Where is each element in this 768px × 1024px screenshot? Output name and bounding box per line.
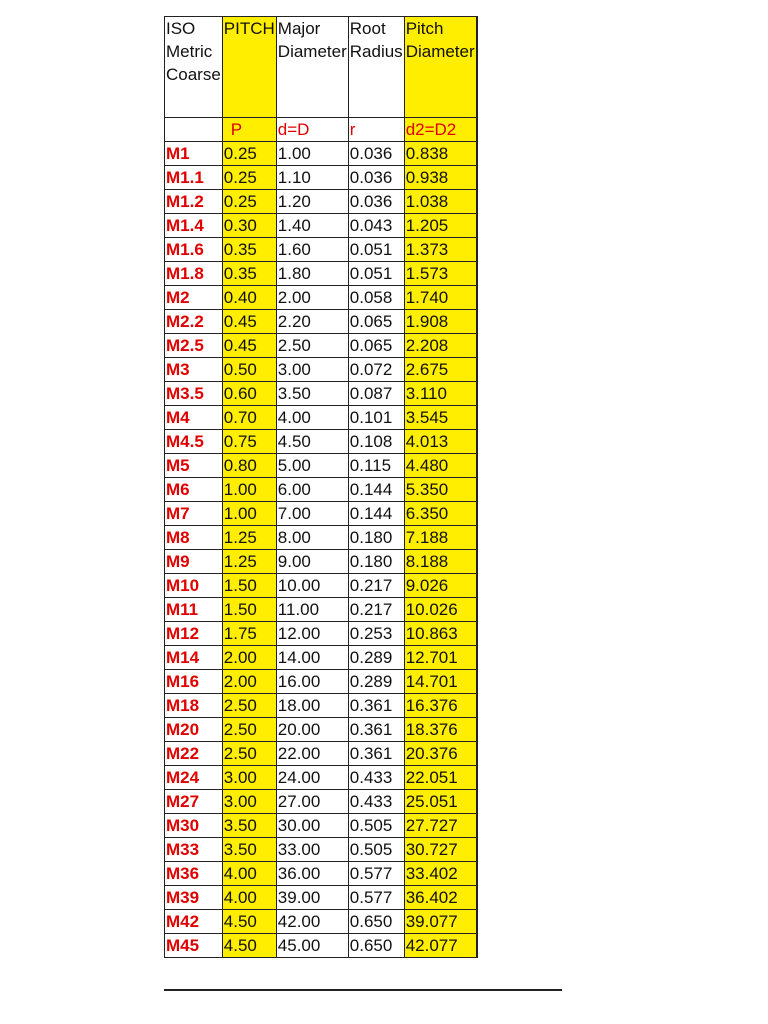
cell-cut-column bbox=[476, 598, 477, 622]
cell-cut-column bbox=[476, 622, 477, 646]
cell-major-diameter: 16.00 bbox=[276, 670, 348, 694]
cell-major-diameter: 9.00 bbox=[276, 550, 348, 574]
cell-pitch: 0.40 bbox=[222, 286, 276, 310]
table-row bbox=[165, 502, 478, 526]
header-designation: ISO Metric Coarse bbox=[165, 17, 223, 118]
cell-cut-column bbox=[476, 478, 477, 502]
cell-pitch: 0.35 bbox=[222, 262, 276, 286]
cell-root-radius: 0.289 bbox=[348, 646, 404, 670]
cell-cut-column bbox=[476, 406, 477, 430]
bottom-rule bbox=[164, 989, 562, 991]
cell-size: M1.1 bbox=[165, 166, 223, 190]
table-row bbox=[165, 430, 478, 454]
cell-cut-column bbox=[476, 310, 477, 334]
cell-major-diameter: 1.40 bbox=[276, 214, 348, 238]
cell-pitch-diameter: 6.350 bbox=[404, 502, 476, 526]
cell-pitch: 3.00 bbox=[222, 790, 276, 814]
cell-pitch: 0.45 bbox=[222, 334, 276, 358]
table-row bbox=[165, 358, 478, 382]
cell-root-radius: 0.101 bbox=[348, 406, 404, 430]
cell-size: M4.5 bbox=[165, 430, 223, 454]
cell-root-radius: 0.433 bbox=[348, 790, 404, 814]
cell-pitch-diameter: 1.038 bbox=[404, 190, 476, 214]
cell-pitch-diameter: 12.701 bbox=[404, 646, 476, 670]
table-row bbox=[165, 214, 478, 238]
header-root-radius: Root Radius bbox=[348, 17, 404, 118]
cell-size: M7 bbox=[165, 502, 223, 526]
cell-size: M2.5 bbox=[165, 334, 223, 358]
table-row bbox=[165, 814, 478, 838]
cell-size: M8 bbox=[165, 526, 223, 550]
cell-major-diameter: 33.00 bbox=[276, 838, 348, 862]
cell-size: M1.8 bbox=[165, 262, 223, 286]
cell-major-diameter: 4.50 bbox=[276, 430, 348, 454]
cell-root-radius: 0.115 bbox=[348, 454, 404, 478]
cell-cut-column bbox=[476, 574, 477, 598]
symbol-pitch-diameter: d2=D2 bbox=[404, 118, 476, 142]
cell-size: M33 bbox=[165, 838, 223, 862]
cell-cut-column bbox=[476, 670, 477, 694]
cell-pitch: 1.00 bbox=[222, 478, 276, 502]
cell-root-radius: 0.253 bbox=[348, 622, 404, 646]
cell-root-radius: 0.087 bbox=[348, 382, 404, 406]
symbol-cut-column bbox=[476, 118, 477, 142]
table-row bbox=[165, 670, 478, 694]
cell-major-diameter: 14.00 bbox=[276, 646, 348, 670]
cell-pitch-diameter: 1.205 bbox=[404, 214, 476, 238]
cell-pitch: 2.00 bbox=[222, 670, 276, 694]
cell-cut-column bbox=[476, 430, 477, 454]
cell-pitch: 1.25 bbox=[222, 526, 276, 550]
cell-size: M42 bbox=[165, 910, 223, 934]
cell-size: M22 bbox=[165, 742, 223, 766]
cell-cut-column bbox=[476, 358, 477, 382]
cell-cut-column bbox=[476, 862, 477, 886]
cell-root-radius: 0.065 bbox=[348, 310, 404, 334]
cell-pitch: 0.75 bbox=[222, 430, 276, 454]
cell-major-diameter: 2.00 bbox=[276, 286, 348, 310]
cell-size: M1.4 bbox=[165, 214, 223, 238]
cell-major-diameter: 10.00 bbox=[276, 574, 348, 598]
cell-cut-column bbox=[476, 286, 477, 310]
cell-cut-column bbox=[476, 646, 477, 670]
cell-major-diameter: 18.00 bbox=[276, 694, 348, 718]
header-cut-column bbox=[476, 17, 477, 118]
cell-pitch: 1.00 bbox=[222, 502, 276, 526]
cell-pitch-diameter: 42.077 bbox=[404, 934, 476, 958]
cell-major-diameter: 12.00 bbox=[276, 622, 348, 646]
table-row bbox=[165, 142, 478, 166]
cell-pitch-diameter: 30.727 bbox=[404, 838, 476, 862]
cell-root-radius: 0.289 bbox=[348, 670, 404, 694]
cell-size: M3.5 bbox=[165, 382, 223, 406]
cell-pitch-diameter: 1.573 bbox=[404, 262, 476, 286]
cell-size: M10 bbox=[165, 574, 223, 598]
table-row bbox=[165, 886, 478, 910]
table-row bbox=[165, 454, 478, 478]
cell-major-diameter: 11.00 bbox=[276, 598, 348, 622]
cell-pitch: 1.50 bbox=[222, 574, 276, 598]
iso-metric-thread-table bbox=[164, 16, 478, 958]
cell-pitch: 0.50 bbox=[222, 358, 276, 382]
cell-size: M6 bbox=[165, 478, 223, 502]
cell-major-diameter: 7.00 bbox=[276, 502, 348, 526]
cell-pitch: 3.50 bbox=[222, 814, 276, 838]
cell-pitch-diameter: 10.026 bbox=[404, 598, 476, 622]
cell-root-radius: 0.036 bbox=[348, 166, 404, 190]
cell-cut-column bbox=[476, 238, 477, 262]
cell-major-diameter: 5.00 bbox=[276, 454, 348, 478]
cell-major-diameter: 42.00 bbox=[276, 910, 348, 934]
table-row bbox=[165, 766, 478, 790]
cell-cut-column bbox=[476, 454, 477, 478]
cell-cut-column bbox=[476, 838, 477, 862]
cell-root-radius: 0.036 bbox=[348, 190, 404, 214]
cell-root-radius: 0.577 bbox=[348, 862, 404, 886]
cell-pitch: 4.50 bbox=[222, 910, 276, 934]
table-row bbox=[165, 382, 478, 406]
cell-root-radius: 0.433 bbox=[348, 766, 404, 790]
cell-root-radius: 0.361 bbox=[348, 718, 404, 742]
cell-major-diameter: 1.60 bbox=[276, 238, 348, 262]
cell-pitch-diameter: 4.013 bbox=[404, 430, 476, 454]
cell-major-diameter: 8.00 bbox=[276, 526, 348, 550]
cell-major-diameter: 27.00 bbox=[276, 790, 348, 814]
table-row bbox=[165, 718, 478, 742]
thread-table-sheet bbox=[164, 16, 562, 991]
cell-root-radius: 0.361 bbox=[348, 694, 404, 718]
cell-size: M18 bbox=[165, 694, 223, 718]
cell-pitch-diameter: 25.051 bbox=[404, 790, 476, 814]
cell-pitch: 0.60 bbox=[222, 382, 276, 406]
cell-pitch-diameter: 0.838 bbox=[404, 142, 476, 166]
cell-pitch: 4.50 bbox=[222, 934, 276, 958]
cell-size: M9 bbox=[165, 550, 223, 574]
cell-pitch: 2.50 bbox=[222, 742, 276, 766]
symbol-major: d=D bbox=[276, 118, 348, 142]
cell-cut-column bbox=[476, 502, 477, 526]
table-row bbox=[165, 334, 478, 358]
cell-root-radius: 0.505 bbox=[348, 814, 404, 838]
cell-size: M4 bbox=[165, 406, 223, 430]
cell-cut-column bbox=[476, 694, 477, 718]
cell-pitch-diameter: 7.188 bbox=[404, 526, 476, 550]
table-row bbox=[165, 790, 478, 814]
symbol-row bbox=[165, 118, 478, 142]
cell-size: M24 bbox=[165, 766, 223, 790]
cell-pitch-diameter: 36.402 bbox=[404, 886, 476, 910]
cell-pitch-diameter: 22.051 bbox=[404, 766, 476, 790]
table-row bbox=[165, 574, 478, 598]
table-row bbox=[165, 862, 478, 886]
cell-cut-column bbox=[476, 790, 477, 814]
cell-cut-column bbox=[476, 910, 477, 934]
cell-major-diameter: 2.50 bbox=[276, 334, 348, 358]
cell-pitch: 1.25 bbox=[222, 550, 276, 574]
cell-root-radius: 0.650 bbox=[348, 910, 404, 934]
cell-root-radius: 0.180 bbox=[348, 526, 404, 550]
cell-size: M30 bbox=[165, 814, 223, 838]
cell-pitch-diameter: 1.740 bbox=[404, 286, 476, 310]
table-row bbox=[165, 622, 478, 646]
table-row bbox=[165, 838, 478, 862]
cell-pitch: 2.50 bbox=[222, 694, 276, 718]
table-row bbox=[165, 478, 478, 502]
cell-major-diameter: 24.00 bbox=[276, 766, 348, 790]
cell-size: M45 bbox=[165, 934, 223, 958]
cell-pitch-diameter: 27.727 bbox=[404, 814, 476, 838]
cell-root-radius: 0.058 bbox=[348, 286, 404, 310]
cell-major-diameter: 3.50 bbox=[276, 382, 348, 406]
cell-pitch: 2.50 bbox=[222, 718, 276, 742]
cell-cut-column bbox=[476, 262, 477, 286]
cell-cut-column bbox=[476, 526, 477, 550]
cell-major-diameter: 2.20 bbox=[276, 310, 348, 334]
cell-cut-column bbox=[476, 766, 477, 790]
cell-size: M1.6 bbox=[165, 238, 223, 262]
cell-pitch: 4.00 bbox=[222, 862, 276, 886]
cell-major-diameter: 1.10 bbox=[276, 166, 348, 190]
cell-pitch-diameter: 0.938 bbox=[404, 166, 476, 190]
cell-size: M36 bbox=[165, 862, 223, 886]
cell-size: M14 bbox=[165, 646, 223, 670]
cell-cut-column bbox=[476, 814, 477, 838]
cell-cut-column bbox=[476, 166, 477, 190]
header-pitch-diameter: Pitch Diameter bbox=[404, 17, 476, 118]
cell-cut-column bbox=[476, 934, 477, 958]
cell-size: M5 bbox=[165, 454, 223, 478]
cell-root-radius: 0.108 bbox=[348, 430, 404, 454]
cell-pitch-diameter: 1.373 bbox=[404, 238, 476, 262]
cell-pitch-diameter: 9.026 bbox=[404, 574, 476, 598]
cell-pitch: 0.70 bbox=[222, 406, 276, 430]
cell-major-diameter: 20.00 bbox=[276, 718, 348, 742]
cell-pitch-diameter: 1.908 bbox=[404, 310, 476, 334]
table-row bbox=[165, 286, 478, 310]
cell-major-diameter: 1.80 bbox=[276, 262, 348, 286]
symbol-designation bbox=[165, 118, 223, 142]
cell-size: M2 bbox=[165, 286, 223, 310]
cell-pitch: 1.50 bbox=[222, 598, 276, 622]
cell-pitch-diameter: 3.545 bbox=[404, 406, 476, 430]
cell-root-radius: 0.065 bbox=[348, 334, 404, 358]
cell-pitch-diameter: 4.480 bbox=[404, 454, 476, 478]
table-row bbox=[165, 598, 478, 622]
cell-cut-column bbox=[476, 886, 477, 910]
cell-pitch-diameter: 20.376 bbox=[404, 742, 476, 766]
cell-root-radius: 0.361 bbox=[348, 742, 404, 766]
table-row bbox=[165, 646, 478, 670]
cell-root-radius: 0.144 bbox=[348, 502, 404, 526]
cell-root-radius: 0.051 bbox=[348, 262, 404, 286]
cell-pitch: 0.35 bbox=[222, 238, 276, 262]
cell-pitch: 0.25 bbox=[222, 142, 276, 166]
cell-pitch: 3.00 bbox=[222, 766, 276, 790]
header-row bbox=[165, 17, 478, 118]
cell-pitch: 0.45 bbox=[222, 310, 276, 334]
cell-major-diameter: 36.00 bbox=[276, 862, 348, 886]
cell-pitch: 3.50 bbox=[222, 838, 276, 862]
table-row bbox=[165, 910, 478, 934]
cell-root-radius: 0.650 bbox=[348, 934, 404, 958]
cell-cut-column bbox=[476, 142, 477, 166]
table-row bbox=[165, 238, 478, 262]
cell-pitch: 0.30 bbox=[222, 214, 276, 238]
table-row bbox=[165, 550, 478, 574]
cell-major-diameter: 30.00 bbox=[276, 814, 348, 838]
cell-pitch: 0.25 bbox=[222, 166, 276, 190]
cell-pitch-diameter: 5.350 bbox=[404, 478, 476, 502]
cell-major-diameter: 1.20 bbox=[276, 190, 348, 214]
cell-pitch-diameter: 39.077 bbox=[404, 910, 476, 934]
table-row bbox=[165, 742, 478, 766]
cell-pitch-diameter: 16.376 bbox=[404, 694, 476, 718]
cell-pitch-diameter: 33.402 bbox=[404, 862, 476, 886]
cell-pitch-diameter: 10.863 bbox=[404, 622, 476, 646]
cell-root-radius: 0.043 bbox=[348, 214, 404, 238]
cell-pitch-diameter: 3.110 bbox=[404, 382, 476, 406]
cell-size: M2.2 bbox=[165, 310, 223, 334]
cell-cut-column bbox=[476, 718, 477, 742]
table-row bbox=[165, 262, 478, 286]
table-row bbox=[165, 694, 478, 718]
cell-pitch: 0.80 bbox=[222, 454, 276, 478]
symbol-pitch: P bbox=[222, 118, 276, 142]
cell-size: M11 bbox=[165, 598, 223, 622]
symbol-root: r bbox=[348, 118, 404, 142]
cell-root-radius: 0.051 bbox=[348, 238, 404, 262]
cell-pitch-diameter: 14.701 bbox=[404, 670, 476, 694]
table-row bbox=[165, 166, 478, 190]
cell-major-diameter: 22.00 bbox=[276, 742, 348, 766]
cell-major-diameter: 6.00 bbox=[276, 478, 348, 502]
cell-root-radius: 0.180 bbox=[348, 550, 404, 574]
table-row bbox=[165, 934, 478, 958]
table-row bbox=[165, 190, 478, 214]
cell-root-radius: 0.217 bbox=[348, 598, 404, 622]
cell-pitch-diameter: 8.188 bbox=[404, 550, 476, 574]
cell-major-diameter: 4.00 bbox=[276, 406, 348, 430]
cell-pitch: 2.00 bbox=[222, 646, 276, 670]
cell-pitch-diameter: 2.208 bbox=[404, 334, 476, 358]
cell-major-diameter: 3.00 bbox=[276, 358, 348, 382]
cell-pitch: 4.00 bbox=[222, 886, 276, 910]
cell-pitch: 0.25 bbox=[222, 190, 276, 214]
header-pitch: PITCH bbox=[222, 17, 276, 118]
cell-size: M20 bbox=[165, 718, 223, 742]
cell-root-radius: 0.036 bbox=[348, 142, 404, 166]
cell-cut-column bbox=[476, 190, 477, 214]
cell-root-radius: 0.577 bbox=[348, 886, 404, 910]
cell-size: M16 bbox=[165, 670, 223, 694]
cell-root-radius: 0.072 bbox=[348, 358, 404, 382]
cell-size: M27 bbox=[165, 790, 223, 814]
cell-size: M3 bbox=[165, 358, 223, 382]
cell-cut-column bbox=[476, 550, 477, 574]
header-major-diameter: Major Diameter bbox=[276, 17, 348, 118]
cell-pitch: 1.75 bbox=[222, 622, 276, 646]
cell-cut-column bbox=[476, 214, 477, 238]
cell-size: M1 bbox=[165, 142, 223, 166]
cell-cut-column bbox=[476, 334, 477, 358]
cell-major-diameter: 45.00 bbox=[276, 934, 348, 958]
table-row bbox=[165, 310, 478, 334]
cell-root-radius: 0.505 bbox=[348, 838, 404, 862]
cell-cut-column bbox=[476, 742, 477, 766]
cell-root-radius: 0.217 bbox=[348, 574, 404, 598]
table-row bbox=[165, 406, 478, 430]
cell-pitch-diameter: 2.675 bbox=[404, 358, 476, 382]
cell-major-diameter: 1.00 bbox=[276, 142, 348, 166]
cell-size: M39 bbox=[165, 886, 223, 910]
cell-cut-column bbox=[476, 382, 477, 406]
cell-size: M12 bbox=[165, 622, 223, 646]
cell-size: M1.2 bbox=[165, 190, 223, 214]
table-row bbox=[165, 526, 478, 550]
cell-pitch-diameter: 18.376 bbox=[404, 718, 476, 742]
cell-root-radius: 0.144 bbox=[348, 478, 404, 502]
cell-major-diameter: 39.00 bbox=[276, 886, 348, 910]
